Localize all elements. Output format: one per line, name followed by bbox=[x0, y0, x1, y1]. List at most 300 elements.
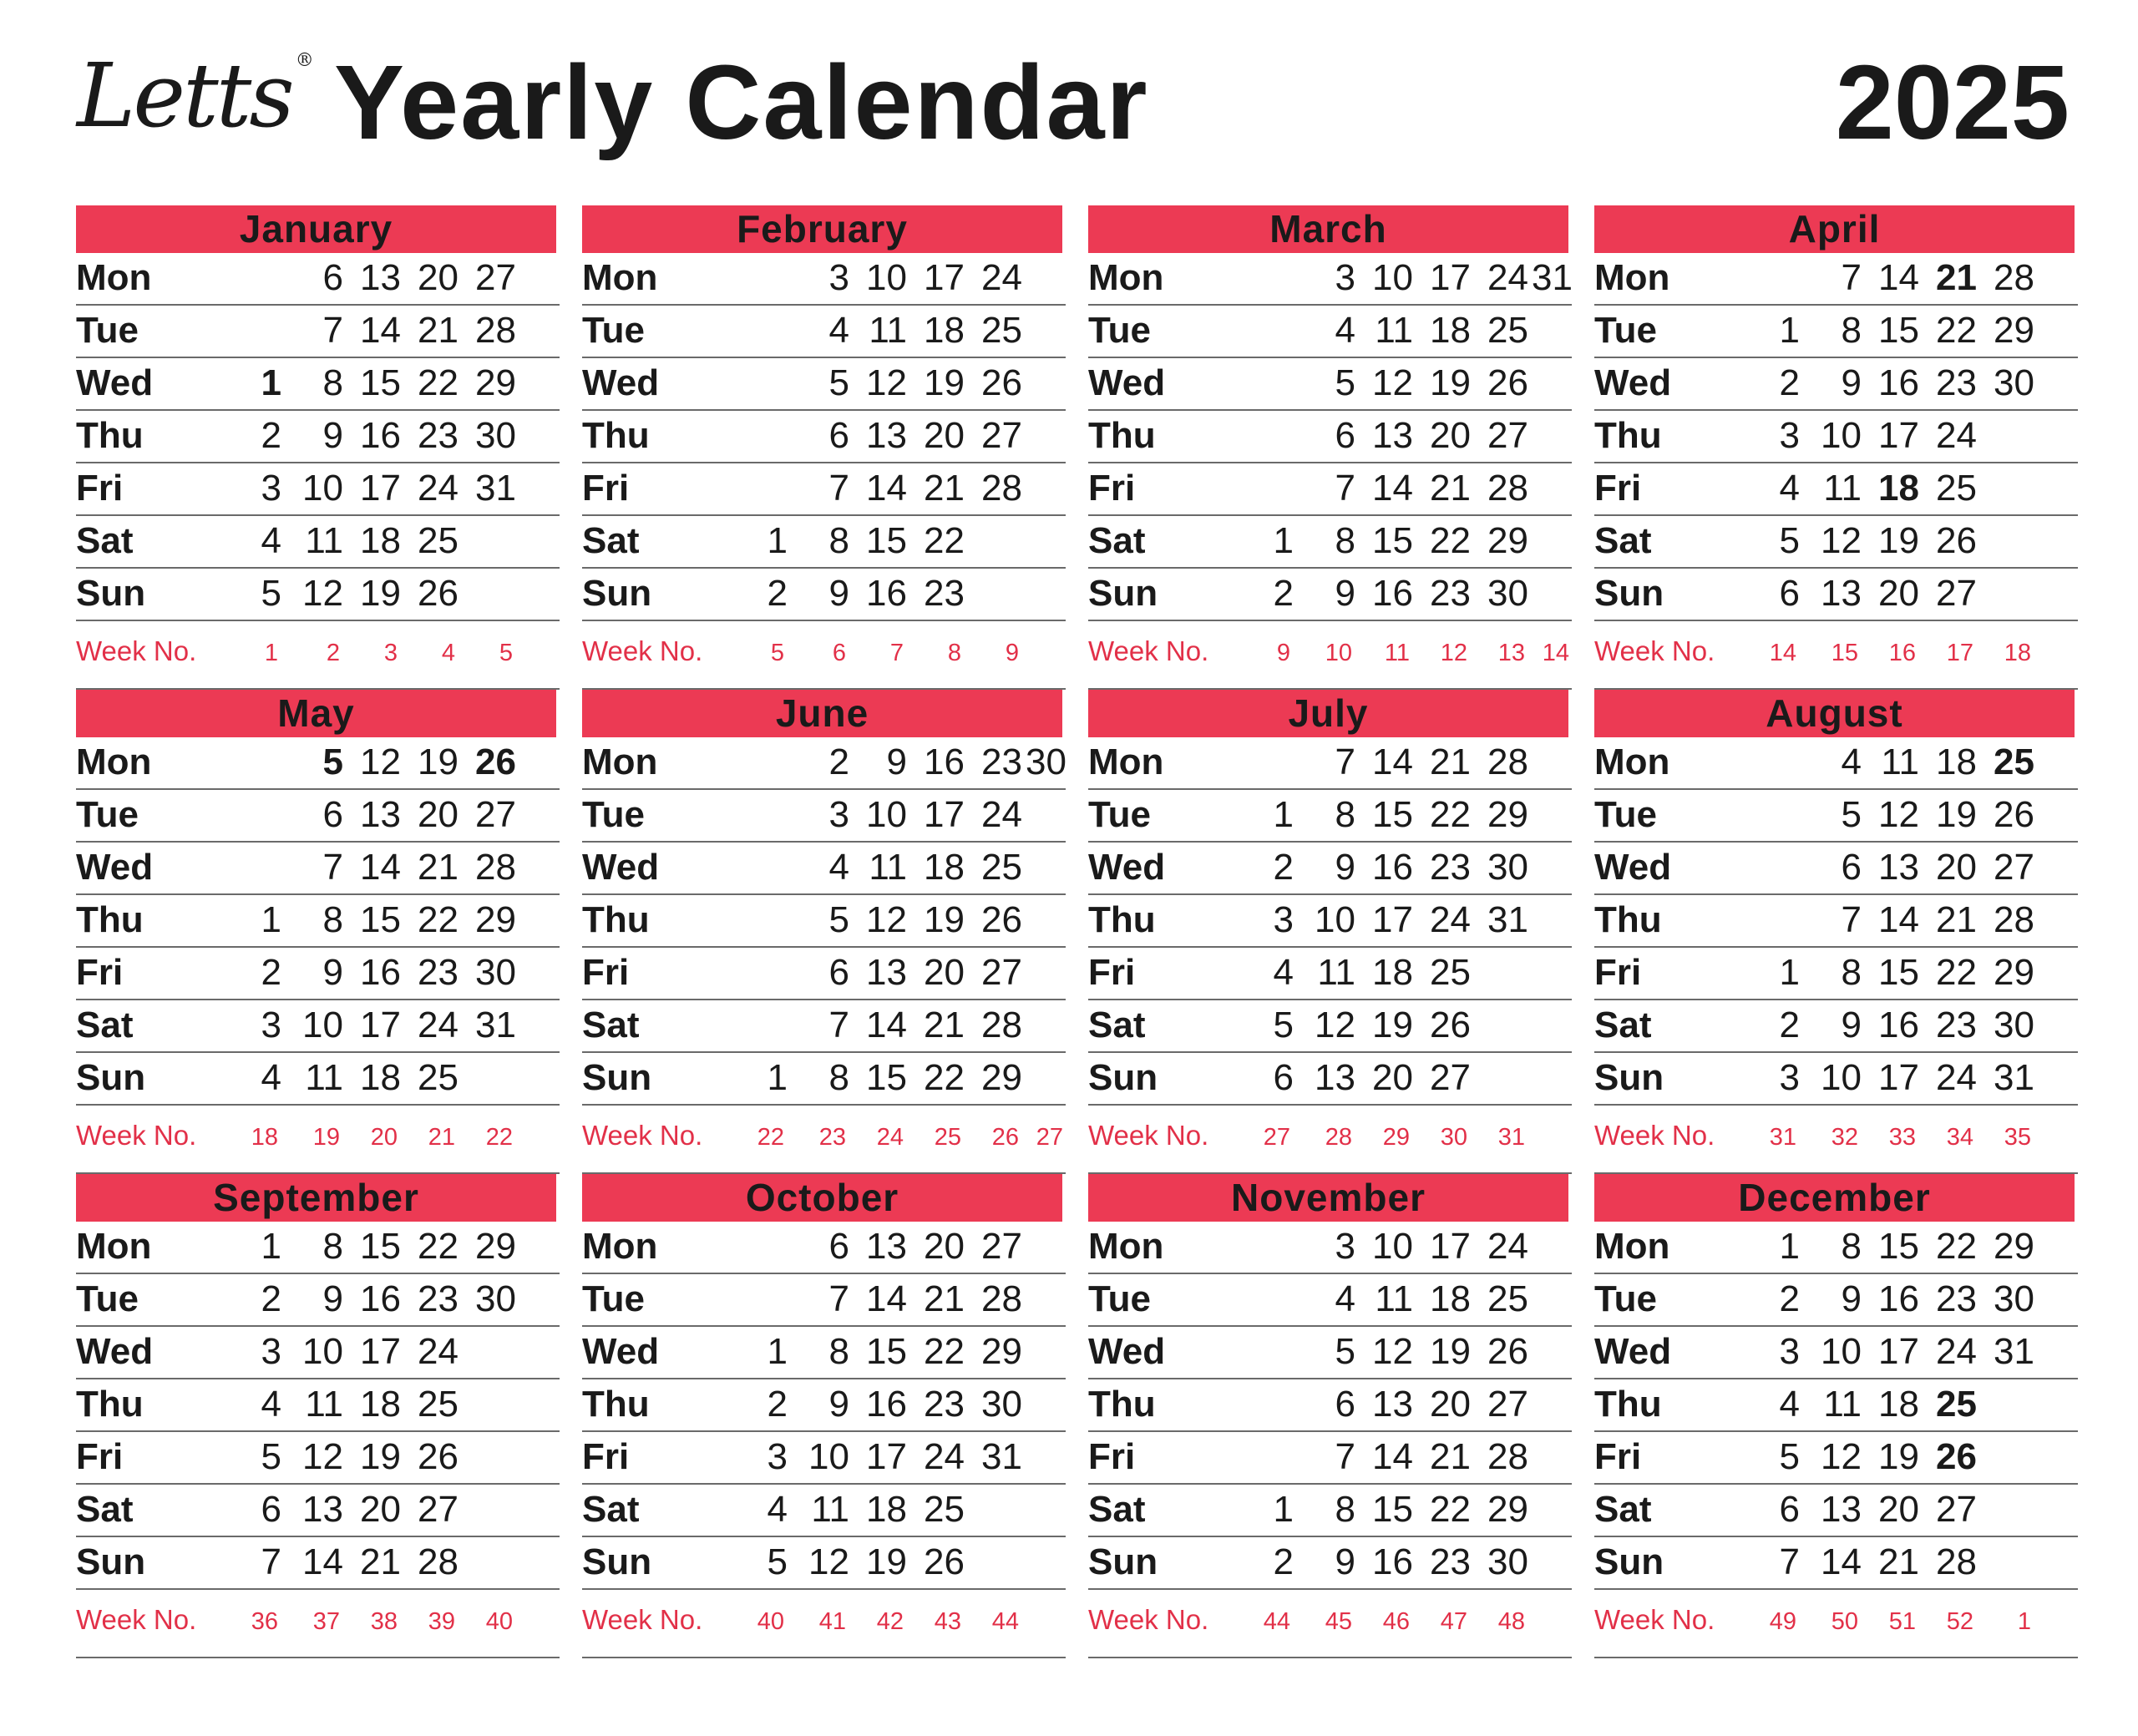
date-cell[interactable]: 6 bbox=[322, 257, 343, 298]
date-cell[interactable]: 5 bbox=[1841, 794, 1862, 835]
date-cell[interactable]: 7 bbox=[828, 468, 849, 509]
date-cell[interactable]: 11 bbox=[1375, 1278, 1413, 1319]
date-cell[interactable]: 5 bbox=[1779, 1436, 1800, 1477]
date-cell[interactable]: 25 bbox=[1994, 741, 2034, 782]
date-cell[interactable]: 5 bbox=[828, 362, 849, 403]
date-cell[interactable]: 10 bbox=[1821, 415, 1862, 456]
date-cell[interactable]: 6 bbox=[828, 415, 849, 456]
date-cell[interactable]: 18 bbox=[1372, 952, 1413, 993]
date-cell[interactable]: 14 bbox=[866, 1005, 907, 1045]
date-cell[interactable]: 3 bbox=[261, 1331, 281, 1372]
date-cell[interactable]: 18 bbox=[360, 1057, 401, 1098]
date-cell[interactable]: 12 bbox=[302, 1436, 343, 1477]
date-cell[interactable]: 26 bbox=[981, 899, 1022, 940]
date-cell[interactable]: 24 bbox=[418, 1005, 459, 1045]
date-cell[interactable]: 1 bbox=[1779, 1226, 1800, 1267]
date-cell[interactable]: 31 bbox=[475, 1005, 516, 1045]
date-cell[interactable]: 29 bbox=[981, 1057, 1022, 1098]
date-cell[interactable]: 2 bbox=[767, 1384, 788, 1425]
date-cell[interactable]: 28 bbox=[1487, 741, 1528, 782]
date-cell[interactable]: 17 bbox=[1430, 257, 1471, 298]
date-cell[interactable]: 12 bbox=[1372, 362, 1413, 403]
date-cell[interactable]: 1 bbox=[1779, 952, 1800, 993]
date-cell[interactable]: 19 bbox=[1936, 794, 1977, 835]
date-cell[interactable]: 9 bbox=[1841, 362, 1862, 403]
date-cell[interactable]: 21 bbox=[1430, 1436, 1471, 1477]
date-cell[interactable]: 22 bbox=[1936, 310, 1977, 351]
date-cell[interactable]: 6 bbox=[1841, 847, 1862, 888]
date-cell[interactable]: 16 bbox=[1878, 1005, 1919, 1045]
date-cell[interactable]: 16 bbox=[866, 1384, 907, 1425]
date-cell[interactable]: 27 bbox=[981, 415, 1022, 456]
date-cell[interactable]: 23 bbox=[418, 952, 459, 993]
date-cell[interactable]: 9 bbox=[322, 952, 343, 993]
date-cell[interactable]: 11 bbox=[1823, 468, 1862, 509]
date-cell[interactable]: 6 bbox=[1273, 1057, 1294, 1098]
date-cell[interactable]: 30 bbox=[1994, 1278, 2034, 1319]
date-cell[interactable]: 14 bbox=[360, 310, 401, 351]
date-cell[interactable]: 29 bbox=[1487, 794, 1528, 835]
date-cell[interactable]: 17 bbox=[360, 468, 401, 509]
date-cell[interactable]: 7 bbox=[261, 1541, 281, 1582]
date-cell[interactable]: 14 bbox=[866, 1278, 907, 1319]
date-cell[interactable]: 29 bbox=[1994, 1226, 2034, 1267]
date-cell[interactable]: 3 bbox=[261, 468, 281, 509]
date-cell[interactable]: 20 bbox=[924, 1226, 965, 1267]
date-cell[interactable]: 26 bbox=[1430, 1005, 1471, 1045]
date-cell[interactable]: 26 bbox=[1936, 1436, 1977, 1477]
date-cell[interactable]: 1 bbox=[767, 1057, 788, 1098]
date-cell[interactable]: 30 bbox=[475, 1278, 516, 1319]
date-cell[interactable]: 8 bbox=[1335, 520, 1355, 561]
date-cell[interactable]: 27 bbox=[418, 1489, 459, 1530]
date-cell[interactable]: 9 bbox=[828, 1384, 849, 1425]
date-cell[interactable]: 6 bbox=[828, 1226, 849, 1267]
date-cell[interactable]: 16 bbox=[1878, 362, 1919, 403]
date-cell[interactable]: 3 bbox=[828, 794, 849, 835]
date-cell[interactable]: 13 bbox=[866, 1226, 907, 1267]
date-cell[interactable]: 2 bbox=[767, 573, 788, 614]
date-cell[interactable]: 6 bbox=[1779, 1489, 1800, 1530]
date-cell[interactable]: 28 bbox=[981, 1278, 1022, 1319]
date-cell[interactable]: 1 bbox=[261, 899, 281, 940]
date-cell[interactable]: 13 bbox=[866, 415, 907, 456]
date-cell[interactable]: 10 bbox=[866, 794, 907, 835]
date-cell[interactable]: 16 bbox=[1372, 573, 1413, 614]
date-cell[interactable]: 10 bbox=[808, 1436, 849, 1477]
date-cell[interactable]: 8 bbox=[828, 520, 849, 561]
date-cell[interactable]: 17 bbox=[866, 1436, 907, 1477]
date-cell[interactable]: 18 bbox=[1936, 741, 1977, 782]
date-cell[interactable]: 12 bbox=[1821, 1436, 1862, 1477]
date-cell[interactable]: 6 bbox=[828, 952, 849, 993]
date-cell[interactable]: 21 bbox=[418, 847, 459, 888]
date-cell[interactable]: 5 bbox=[1779, 520, 1800, 561]
date-cell[interactable]: 10 bbox=[1372, 257, 1413, 298]
date-cell[interactable]: 8 bbox=[1335, 794, 1355, 835]
date-cell[interactable]: 23 bbox=[1430, 847, 1471, 888]
date-cell[interactable]: 7 bbox=[828, 1005, 849, 1045]
date-cell[interactable]: 8 bbox=[1841, 310, 1862, 351]
date-cell[interactable]: 21 bbox=[924, 1278, 965, 1319]
date-cell[interactable]: 18 bbox=[924, 847, 965, 888]
date-cell[interactable]: 29 bbox=[475, 899, 516, 940]
date-cell[interactable]: 22 bbox=[418, 362, 459, 403]
date-cell[interactable]: 11 bbox=[811, 1489, 849, 1530]
date-cell[interactable]: 14 bbox=[1878, 257, 1919, 298]
date-cell[interactable]: 27 bbox=[1994, 847, 2034, 888]
date-cell[interactable]: 2 bbox=[1273, 847, 1294, 888]
date-cell[interactable]: 2 bbox=[1779, 362, 1800, 403]
date-cell[interactable]: 22 bbox=[418, 899, 459, 940]
date-cell[interactable]: 8 bbox=[828, 1331, 849, 1372]
date-cell[interactable]: 15 bbox=[1372, 1489, 1413, 1530]
date-cell[interactable]: 2 bbox=[1273, 1541, 1294, 1582]
date-cell[interactable]: 20 bbox=[924, 952, 965, 993]
date-cell[interactable]: 28 bbox=[475, 847, 516, 888]
date-cell[interactable]: 15 bbox=[866, 1057, 907, 1098]
date-cell[interactable]: 12 bbox=[866, 899, 907, 940]
date-cell[interactable]: 23 bbox=[418, 415, 459, 456]
date-cell[interactable]: 31 bbox=[1994, 1331, 2034, 1372]
date-cell[interactable]: 5 bbox=[1335, 1331, 1355, 1372]
date-cell[interactable]: 1 bbox=[1273, 794, 1294, 835]
date-cell[interactable]: 1 bbox=[261, 1226, 281, 1267]
date-cell[interactable]: 27 bbox=[1487, 415, 1528, 456]
date-cell[interactable]: 19 bbox=[360, 573, 401, 614]
date-cell[interactable]: 1 bbox=[1273, 520, 1294, 561]
date-cell[interactable]: 29 bbox=[1994, 952, 2034, 993]
date-cell[interactable]: 2 bbox=[1779, 1005, 1800, 1045]
date-cell[interactable]: 16 bbox=[360, 1278, 401, 1319]
date-cell[interactable]: 22 bbox=[924, 520, 965, 561]
date-cell[interactable]: 26 bbox=[475, 741, 516, 782]
date-cell[interactable]: 29 bbox=[1994, 310, 2034, 351]
date-cell[interactable]: 24 bbox=[924, 1436, 965, 1477]
date-cell[interactable]: 23 bbox=[1430, 1541, 1471, 1582]
date-cell[interactable]: 13 bbox=[1372, 415, 1413, 456]
date-cell[interactable]: 13 bbox=[1878, 847, 1919, 888]
date-cell[interactable]: 5 bbox=[828, 899, 849, 940]
date-cell[interactable]: 30 bbox=[1487, 1541, 1528, 1582]
date-cell[interactable]: 25 bbox=[418, 520, 459, 561]
date-cell[interactable]: 9 bbox=[1335, 573, 1355, 614]
date-cell[interactable]: 15 bbox=[1878, 952, 1919, 993]
date-cell[interactable]: 11 bbox=[305, 1384, 343, 1425]
date-cell[interactable]: 15 bbox=[866, 520, 907, 561]
date-cell[interactable]: 31 bbox=[1487, 899, 1528, 940]
date-cell[interactable]: 27 bbox=[981, 952, 1022, 993]
date-cell[interactable]: 16 bbox=[1372, 847, 1413, 888]
date-cell[interactable]: 17 bbox=[1372, 899, 1413, 940]
date-cell[interactable]: 9 bbox=[1335, 847, 1355, 888]
date-cell[interactable]: 26 bbox=[1994, 794, 2034, 835]
date-cell[interactable]: 13 bbox=[866, 952, 907, 993]
date-cell[interactable]: 30 bbox=[1487, 847, 1528, 888]
date-cell[interactable]: 26 bbox=[1936, 520, 1977, 561]
date-cell[interactable]: 2 bbox=[828, 741, 849, 782]
date-cell[interactable]: 5 bbox=[261, 1436, 281, 1477]
date-cell[interactable]: 8 bbox=[1841, 1226, 1862, 1267]
date-cell[interactable]: 9 bbox=[828, 573, 849, 614]
date-cell[interactable]: 23 bbox=[924, 1384, 965, 1425]
date-cell[interactable]: 1 bbox=[1273, 1489, 1294, 1530]
date-cell[interactable]: 17 bbox=[1430, 1226, 1471, 1267]
date-cell[interactable]: 30 bbox=[475, 952, 516, 993]
date-cell[interactable]: 14 bbox=[360, 847, 401, 888]
date-cell[interactable]: 7 bbox=[322, 310, 343, 351]
date-cell[interactable]: 27 bbox=[475, 794, 516, 835]
date-cell[interactable]: 14 bbox=[1878, 899, 1919, 940]
date-cell[interactable]: 29 bbox=[475, 1226, 516, 1267]
date-cell[interactable]: 25 bbox=[418, 1057, 459, 1098]
date-cell[interactable]: 9 bbox=[1335, 1541, 1355, 1582]
date-cell[interactable]: 16 bbox=[1878, 1278, 1919, 1319]
date-cell[interactable]: 27 bbox=[981, 1226, 1022, 1267]
date-cell[interactable]: 28 bbox=[1994, 899, 2034, 940]
date-cell[interactable]: 30 bbox=[981, 1384, 1022, 1425]
date-cell[interactable]: 23 bbox=[1430, 573, 1471, 614]
date-cell[interactable]: 5 bbox=[261, 573, 281, 614]
date-cell[interactable]: 3 bbox=[767, 1436, 788, 1477]
date-cell[interactable]: 13 bbox=[302, 1489, 343, 1530]
date-cell[interactable]: 4 bbox=[1273, 952, 1294, 993]
date-cell[interactable]: 10 bbox=[302, 1005, 343, 1045]
date-cell[interactable]: 21 bbox=[1430, 741, 1471, 782]
date-cell[interactable]: 6 bbox=[1779, 573, 1800, 614]
date-cell[interactable]: 15 bbox=[1878, 310, 1919, 351]
date-cell[interactable]: 7 bbox=[1335, 741, 1355, 782]
date-cell[interactable]: 15 bbox=[360, 362, 401, 403]
date-cell[interactable]: 13 bbox=[360, 257, 401, 298]
date-cell[interactable]: 25 bbox=[1487, 310, 1528, 351]
date-cell[interactable]: 16 bbox=[360, 952, 401, 993]
date-cell[interactable]: 30 bbox=[1994, 1005, 2034, 1045]
date-cell[interactable]: 15 bbox=[360, 899, 401, 940]
date-cell[interactable]: 4 bbox=[828, 310, 849, 351]
date-cell[interactable]: 7 bbox=[1335, 1436, 1355, 1477]
date-cell[interactable]: 11 bbox=[1317, 952, 1355, 993]
date-cell[interactable]: 10 bbox=[1821, 1331, 1862, 1372]
date-cell[interactable]: 23 bbox=[981, 741, 1022, 782]
date-cell[interactable]: 19 bbox=[1372, 1005, 1413, 1045]
date-cell[interactable]: 23 bbox=[1936, 362, 1977, 403]
date-cell[interactable]: 23 bbox=[1936, 1278, 1977, 1319]
date-cell[interactable]: 12 bbox=[1878, 794, 1919, 835]
date-cell[interactable]: 18 bbox=[1430, 310, 1471, 351]
date-cell[interactable]: 4 bbox=[1335, 310, 1355, 351]
date-cell[interactable]: 19 bbox=[1430, 362, 1471, 403]
date-cell[interactable]: 4 bbox=[1779, 468, 1800, 509]
date-cell[interactable]: 25 bbox=[1430, 952, 1471, 993]
date-cell[interactable]: 24 bbox=[1936, 1057, 1977, 1098]
date-cell[interactable]: 8 bbox=[828, 1057, 849, 1098]
date-cell[interactable]: 12 bbox=[866, 362, 907, 403]
date-cell[interactable]: 12 bbox=[808, 1541, 849, 1582]
date-cell[interactable]: 13 bbox=[1372, 1384, 1413, 1425]
date-cell[interactable]: 5 bbox=[1335, 362, 1355, 403]
date-cell[interactable]: 24 bbox=[1487, 1226, 1528, 1267]
date-cell[interactable]: 28 bbox=[1994, 257, 2034, 298]
date-cell[interactable]: 20 bbox=[1430, 1384, 1471, 1425]
date-cell[interactable]: 14 bbox=[1372, 741, 1413, 782]
date-cell[interactable]: 2 bbox=[1273, 573, 1294, 614]
date-cell[interactable]: 6 bbox=[1335, 1384, 1355, 1425]
date-cell[interactable]: 11 bbox=[1375, 310, 1413, 351]
date-cell[interactable]: 14 bbox=[866, 468, 907, 509]
date-cell[interactable]: 4 bbox=[1779, 1384, 1800, 1425]
date-cell[interactable]: 27 bbox=[1936, 1489, 1977, 1530]
date-cell[interactable]: 17 bbox=[360, 1331, 401, 1372]
date-cell[interactable]: 23 bbox=[924, 573, 965, 614]
date-cell[interactable]: 16 bbox=[866, 573, 907, 614]
date-cell[interactable]: 27 bbox=[1487, 1384, 1528, 1425]
date-cell[interactable]: 2 bbox=[261, 1278, 281, 1319]
date-cell[interactable]: 26 bbox=[981, 362, 1022, 403]
date-cell[interactable]: 27 bbox=[1430, 1057, 1471, 1098]
date-cell[interactable]: 1 bbox=[1779, 310, 1800, 351]
date-cell[interactable]: 4 bbox=[767, 1489, 788, 1530]
date-cell[interactable]: 28 bbox=[1487, 1436, 1528, 1477]
date-cell[interactable]: 29 bbox=[475, 362, 516, 403]
date-cell[interactable]: 2 bbox=[261, 952, 281, 993]
date-cell[interactable]: 28 bbox=[418, 1541, 459, 1582]
date-cell[interactable]: 2 bbox=[1779, 1278, 1800, 1319]
date-cell[interactable]: 3 bbox=[1779, 415, 1800, 456]
date-cell[interactable]: 25 bbox=[418, 1384, 459, 1425]
date-cell[interactable]: 24 bbox=[981, 257, 1022, 298]
date-cell[interactable]: 18 bbox=[924, 310, 965, 351]
date-cell[interactable]: 19 bbox=[418, 741, 459, 782]
date-cell[interactable]: 16 bbox=[1372, 1541, 1413, 1582]
date-cell[interactable]: 21 bbox=[924, 1005, 965, 1045]
date-cell[interactable]: 24 bbox=[1936, 415, 1977, 456]
date-cell[interactable]: 16 bbox=[360, 415, 401, 456]
date-cell[interactable]: 24 bbox=[418, 468, 459, 509]
date-cell[interactable]: 8 bbox=[322, 362, 343, 403]
date-cell[interactable]: 25 bbox=[924, 1489, 965, 1530]
date-cell[interactable]: 19 bbox=[1878, 1436, 1919, 1477]
date-cell[interactable]: 11 bbox=[869, 310, 907, 351]
date-cell[interactable]: 21 bbox=[1878, 1541, 1919, 1582]
date-cell[interactable]: 11 bbox=[305, 520, 343, 561]
date-cell[interactable]: 9 bbox=[1841, 1278, 1862, 1319]
date-cell[interactable]: 3 bbox=[1335, 257, 1355, 298]
date-cell[interactable]: 26 bbox=[418, 1436, 459, 1477]
date-cell[interactable]: 3 bbox=[1779, 1331, 1800, 1372]
date-cell[interactable]: 6 bbox=[261, 1489, 281, 1530]
date-cell[interactable]: 27 bbox=[475, 257, 516, 298]
date-cell[interactable]: 14 bbox=[1372, 1436, 1413, 1477]
date-cell[interactable]: 11 bbox=[1823, 1384, 1862, 1425]
date-cell[interactable]: 25 bbox=[981, 847, 1022, 888]
date-cell[interactable]: 10 bbox=[1821, 1057, 1862, 1098]
date-cell[interactable]: 28 bbox=[1487, 468, 1528, 509]
date-cell[interactable]: 7 bbox=[1779, 1541, 1800, 1582]
date-cell[interactable]: 12 bbox=[1372, 1331, 1413, 1372]
date-cell[interactable]: 31 bbox=[1532, 257, 1573, 298]
date-cell[interactable]: 8 bbox=[1335, 1489, 1355, 1530]
date-cell[interactable]: 30 bbox=[1026, 741, 1066, 782]
date-cell[interactable]: 14 bbox=[1372, 468, 1413, 509]
date-cell[interactable]: 21 bbox=[1430, 468, 1471, 509]
date-cell[interactable]: 29 bbox=[1487, 1489, 1528, 1530]
date-cell[interactable]: 19 bbox=[1878, 520, 1919, 561]
date-cell[interactable]: 20 bbox=[1878, 573, 1919, 614]
date-cell[interactable]: 6 bbox=[322, 794, 343, 835]
date-cell[interactable]: 9 bbox=[322, 1278, 343, 1319]
date-cell[interactable]: 24 bbox=[1936, 1331, 1977, 1372]
date-cell[interactable]: 4 bbox=[828, 847, 849, 888]
date-cell[interactable]: 19 bbox=[924, 899, 965, 940]
date-cell[interactable]: 20 bbox=[1878, 1489, 1919, 1530]
date-cell[interactable]: 4 bbox=[261, 1057, 281, 1098]
date-cell[interactable]: 24 bbox=[1430, 899, 1471, 940]
date-cell[interactable]: 17 bbox=[1878, 1331, 1919, 1372]
date-cell[interactable]: 18 bbox=[1878, 468, 1919, 509]
date-cell[interactable]: 15 bbox=[360, 1226, 401, 1267]
date-cell[interactable]: 3 bbox=[1779, 1057, 1800, 1098]
date-cell[interactable]: 7 bbox=[828, 1278, 849, 1319]
date-cell[interactable]: 3 bbox=[1273, 899, 1294, 940]
date-cell[interactable]: 9 bbox=[322, 415, 343, 456]
date-cell[interactable]: 20 bbox=[1936, 847, 1977, 888]
date-cell[interactable]: 19 bbox=[924, 362, 965, 403]
date-cell[interactable]: 22 bbox=[924, 1057, 965, 1098]
date-cell[interactable]: 21 bbox=[360, 1541, 401, 1582]
date-cell[interactable]: 11 bbox=[1881, 741, 1919, 782]
date-cell[interactable]: 26 bbox=[924, 1541, 965, 1582]
date-cell[interactable]: 1 bbox=[767, 1331, 788, 1372]
date-cell[interactable]: 13 bbox=[1821, 1489, 1862, 1530]
date-cell[interactable]: 15 bbox=[866, 1331, 907, 1372]
date-cell[interactable]: 8 bbox=[1841, 952, 1862, 993]
date-cell[interactable]: 17 bbox=[1878, 415, 1919, 456]
date-cell[interactable]: 22 bbox=[1430, 1489, 1471, 1530]
date-cell[interactable]: 22 bbox=[1430, 520, 1471, 561]
date-cell[interactable]: 24 bbox=[1487, 257, 1528, 298]
date-cell[interactable]: 31 bbox=[475, 468, 516, 509]
date-cell[interactable]: 9 bbox=[1841, 1005, 1862, 1045]
date-cell[interactable]: 25 bbox=[1936, 468, 1977, 509]
date-cell[interactable]: 12 bbox=[1821, 520, 1862, 561]
date-cell[interactable]: 18 bbox=[1430, 1278, 1471, 1319]
date-cell[interactable]: 27 bbox=[1936, 573, 1977, 614]
date-cell[interactable]: 28 bbox=[981, 468, 1022, 509]
date-cell[interactable]: 21 bbox=[924, 468, 965, 509]
date-cell[interactable]: 14 bbox=[302, 1541, 343, 1582]
date-cell[interactable]: 4 bbox=[1841, 741, 1862, 782]
date-cell[interactable]: 10 bbox=[1372, 1226, 1413, 1267]
date-cell[interactable]: 7 bbox=[1335, 468, 1355, 509]
date-cell[interactable]: 20 bbox=[1372, 1057, 1413, 1098]
date-cell[interactable]: 17 bbox=[1878, 1057, 1919, 1098]
date-cell[interactable]: 28 bbox=[981, 1005, 1022, 1045]
date-cell[interactable]: 20 bbox=[360, 1489, 401, 1530]
date-cell[interactable]: 7 bbox=[322, 847, 343, 888]
date-cell[interactable]: 10 bbox=[302, 1331, 343, 1372]
date-cell[interactable]: 31 bbox=[1994, 1057, 2034, 1098]
date-cell[interactable]: 9 bbox=[886, 741, 907, 782]
date-cell[interactable]: 31 bbox=[981, 1436, 1022, 1477]
date-cell[interactable]: 12 bbox=[1315, 1005, 1355, 1045]
date-cell[interactable]: 4 bbox=[1335, 1278, 1355, 1319]
date-cell[interactable]: 2 bbox=[261, 415, 281, 456]
date-cell[interactable]: 22 bbox=[1936, 1226, 1977, 1267]
date-cell[interactable]: 11 bbox=[869, 847, 907, 888]
date-cell[interactable]: 15 bbox=[1372, 520, 1413, 561]
date-cell[interactable]: 3 bbox=[828, 257, 849, 298]
